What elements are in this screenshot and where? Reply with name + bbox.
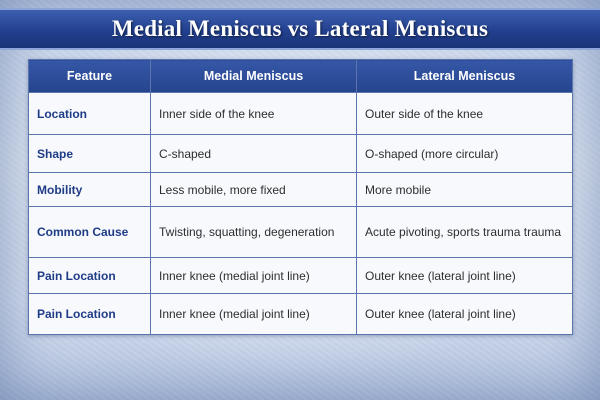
- table-row: [29, 258, 573, 294]
- lateral-cell: Outer knee (lateral joint line): [357, 294, 573, 335]
- title-banner: [0, 8, 600, 50]
- table-row: [29, 207, 573, 258]
- feature-cell: Location: [29, 93, 151, 135]
- column-header-feature: Feature: [29, 60, 151, 93]
- feature-cell: Mobility: [29, 173, 151, 207]
- medial-cell: Less mobile, more fixed: [151, 173, 357, 207]
- comparison-table: [28, 59, 573, 335]
- lateral-cell: More mobile: [357, 173, 573, 207]
- lateral-cell: Acute pivoting, sports trauma trauma: [357, 207, 573, 258]
- medial-cell: Inner knee (medial joint line): [151, 294, 357, 335]
- feature-cell: Common Cause: [29, 207, 151, 258]
- lateral-cell: Outer knee (lateral joint line): [357, 258, 573, 294]
- feature-cell: Pain Location: [29, 294, 151, 335]
- medial-cell: Twisting, squatting, degeneration: [151, 207, 357, 258]
- lateral-cell: O-shaped (more circular): [357, 135, 573, 173]
- medial-cell: Inner knee (medial joint line): [151, 258, 357, 294]
- feature-cell: Pain Location: [29, 258, 151, 294]
- feature-cell: Shape: [29, 135, 151, 173]
- medial-cell: Inner side of the knee: [151, 93, 357, 135]
- column-header-medial: Medial Meniscus: [151, 60, 357, 93]
- column-header-lateral: Lateral Meniscus: [357, 60, 573, 93]
- medial-cell: C-shaped: [151, 135, 357, 173]
- table-row: [29, 294, 573, 335]
- table-row: [29, 173, 573, 207]
- lateral-cell: Outer side of the knee: [357, 93, 573, 135]
- page-title: Medial Meniscus vs Lateral Meniscus: [111, 16, 489, 41]
- header-row: [29, 60, 573, 93]
- table-row: [29, 135, 573, 173]
- table-row: [29, 93, 573, 135]
